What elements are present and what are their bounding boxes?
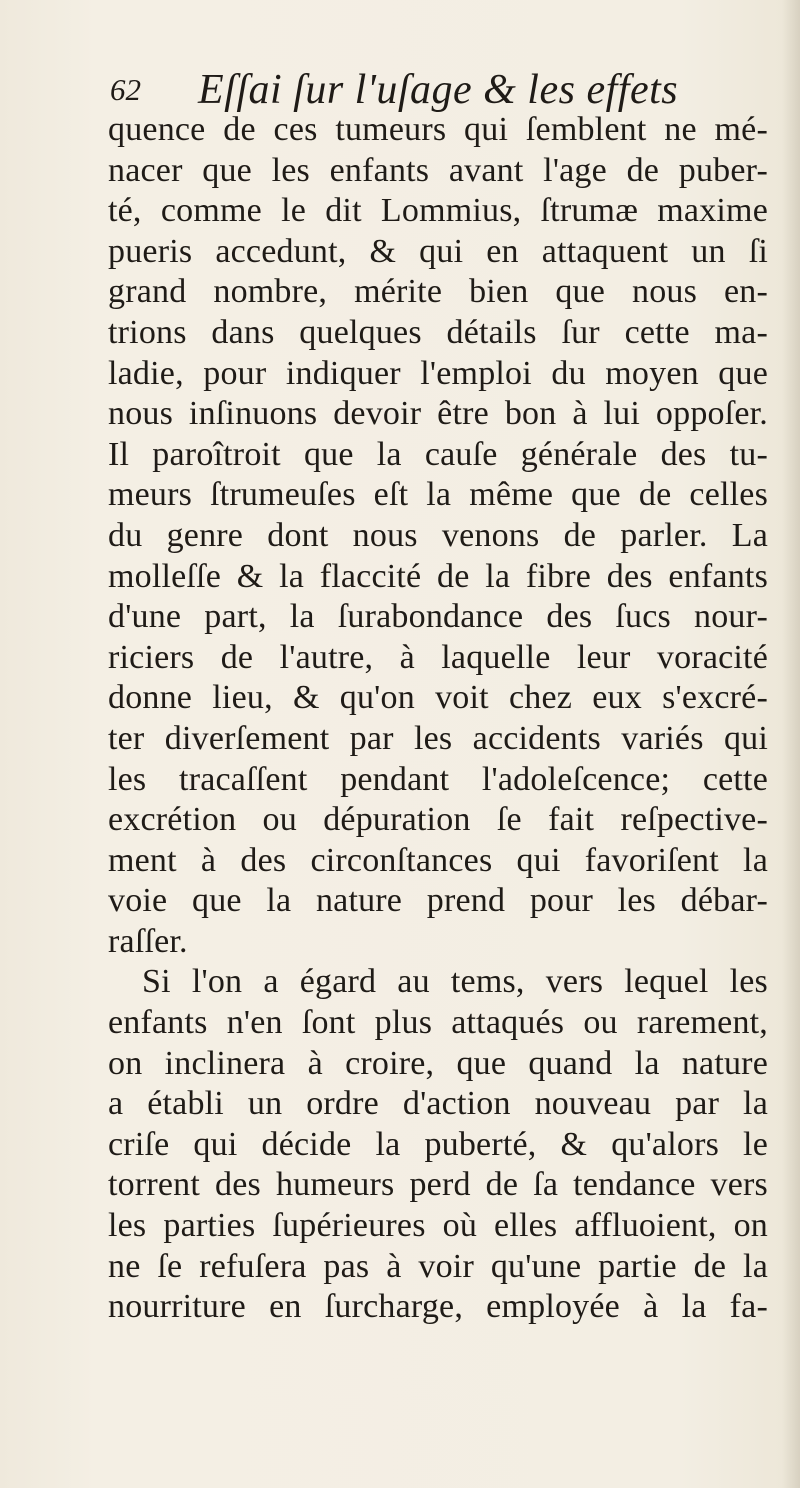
text-line: té, comme le dit Lommius, ſtrumæ maxime xyxy=(108,192,768,230)
text-line: enfants n'en ſont plus attaqués ou rarement, xyxy=(108,1004,768,1042)
text-line: trions dans quelques détails ſur cette ma- xyxy=(108,313,768,351)
text-line: Il paroîtroit que la cauſe générale des tu- xyxy=(108,435,768,473)
text-line: ment à des circonſtances qui favoriſent la xyxy=(108,841,768,879)
text-line: ne ſe refuſera pas à voir qu'une partie de la xyxy=(108,1247,768,1285)
page-number: 62 xyxy=(110,72,141,107)
running-head xyxy=(110,66,750,116)
text-line: quence de ces tumeurs qui ſemblent ne mé- xyxy=(108,111,768,148)
text-line: voie que la nature prend pour les débar- xyxy=(108,882,768,920)
body-text xyxy=(108,110,768,1328)
text-line: excrétion ou dépuration ſe fait reſpective- xyxy=(108,801,768,839)
text-line: raſſer. xyxy=(108,922,188,960)
text-line: les parties ſupérieures où elles affluoient, on xyxy=(108,1207,768,1245)
text-line: ladie, pour indiquer l'emploi du moyen que xyxy=(108,354,768,392)
text-line: criſe qui décide la puberté, & qu'alors le xyxy=(108,1125,768,1163)
page-edge-shadow xyxy=(782,0,800,1488)
text-line: grand nombre, mérite bien que nous en- xyxy=(108,273,768,311)
text-line: donne lieu, & qu'on voit chez eux s'excré- xyxy=(108,679,768,717)
text-line: pueris accedunt, & qui en attaquent un ſi xyxy=(108,232,768,270)
text-line: a établi un ordre d'action nouveau par la xyxy=(108,1085,768,1123)
text-line: molleſſe & la flaccité de la fibre des enfants xyxy=(108,557,768,595)
text-line: nous inſinuons devoir être bon à lui oppoſer. xyxy=(108,395,768,433)
text-line: torrent des humeurs perd de ſa tendance vers xyxy=(108,1166,768,1204)
text-line: nacer que les enfants avant l'age de puber- xyxy=(108,151,768,189)
text-line: riciers de l'autre, à laquelle leur voracité xyxy=(108,638,768,676)
text-line: meurs ſtrumeuſes eſt la même que de celles xyxy=(108,476,768,514)
text-line: Si l'on a égard au tems, vers lequel les xyxy=(142,963,768,1001)
running-title: Eſſai ſur l'uſage & les effets xyxy=(198,67,679,113)
text-line: les tracaſſent pendant l'adoleſcence; cette xyxy=(108,760,768,798)
text-line: on inclinera à croire, que quand la nature xyxy=(108,1044,768,1082)
text-line: d'une part, la ſurabondance des ſucs nour- xyxy=(108,598,768,636)
text-line: nourriture en ſurcharge, employée à la fa- xyxy=(108,1288,768,1326)
text-line: ter diverſement par les accidents variés qui xyxy=(108,719,768,757)
text-line: du genre dont nous venons de parler. La xyxy=(108,516,768,554)
